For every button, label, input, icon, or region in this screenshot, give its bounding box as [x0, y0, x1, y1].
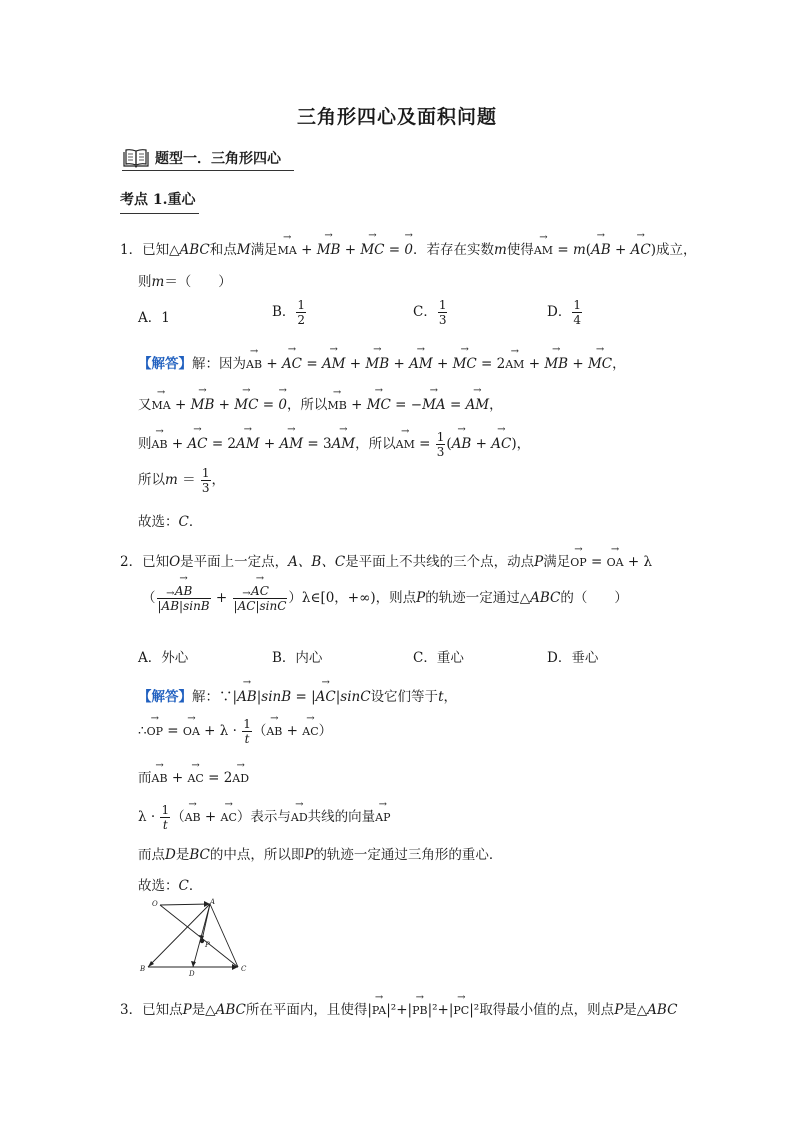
- q2-option-a: A．外心: [138, 650, 189, 666]
- q1-option-a: A．1: [138, 310, 170, 326]
- q2-stem: 2．已知O是平面上一定点，A、B、C是平面上不共线的三个点，动点P满足→ OP = → OA + λ: [120, 550, 652, 570]
- section-label: 题型一．三角形四心: [155, 151, 281, 167]
- subsection-heading: 考点 1.重心: [120, 189, 199, 214]
- page-title: 三角形四心及面积问题: [296, 106, 497, 128]
- arrow-icon: [191, 961, 196, 967]
- q1-stem: 1．已知△ABC和点M满足→ MA + → MB + → MC = → 0．若存在实数m使得→ AM = m(→ AB + → AC)成立，: [120, 238, 696, 258]
- q1-option-b: B． $\frac{1}{2}$: [272, 298, 306, 327]
- section-heading: [122, 146, 294, 171]
- q2-line2: （ → $\frac{AB}{|\to AB|\sin B}$ + → $\frac{AC}{|\to AC|\sin C}$ ）λ∈[0，+∞)，则点P的轨迹一定通过△ABC的（ ）: [142, 584, 628, 613]
- a2-line1: 【解答】解：∵|→ AB|sinB = |→ AC|sinC设它们等于t，: [138, 685, 457, 705]
- label-o: O: [152, 900, 158, 908]
- q3-stem: 3．已知点P是△ABC所在平面内，且使得|→ PA|²+|→ PB|²+|→ PC|²取得最小值的点，则点P是△ABC: [120, 998, 677, 1018]
- label-p: P: [205, 941, 210, 949]
- a1-line4: 所以m ＝ $\frac{1}{3}$ ，: [138, 466, 226, 495]
- q1-option-d: D． $\frac{1}{4}$: [547, 298, 581, 327]
- q1-option-c: C． $\frac{1}{3}$: [413, 298, 447, 327]
- a2-line4: λ · $\frac{1}{t}$ （→ AB + → AC）表示与→ AD共线的向量→ AP: [138, 803, 391, 832]
- a2-line2: ∴→ OP = → OA + λ · $\frac{1}{t}$ （→ AB + → AC）: [138, 717, 332, 746]
- label-b: B: [140, 965, 146, 973]
- q2-option-b: B．内心: [272, 650, 323, 666]
- q1-line2: 则m＝（ ）: [138, 274, 232, 290]
- a1-line1: 【解答】解：因为→ AB + → AC = → AM + → MB + → AM + → MC = 2→ AM + → MB + → MC，: [138, 352, 626, 372]
- label-c: C: [241, 965, 247, 973]
- a2-line5: 而点D是BC的中点，所以即P的轨迹一定通过三角形的重心．: [138, 847, 503, 863]
- label-a: A: [210, 898, 216, 906]
- geometry-figure: [138, 895, 253, 977]
- point-p: [200, 939, 204, 943]
- book-icon: [122, 148, 150, 168]
- q2-option-d: D．垂心: [547, 650, 599, 666]
- a1-line3: 则→ AB + → AC = 2→ AM + → AM = 3→ AM，所以→ AM = $\frac{1}{3}$ (→ AB + → AC)，: [138, 430, 530, 459]
- a1-line2: 又→ MA + → MB + → MC = → 0，所以→ MB + → MC = −→ MA = → AM，: [138, 393, 503, 413]
- a1-line5: 故选：C．: [138, 514, 203, 530]
- a2-line6: 故选：C．: [138, 878, 203, 894]
- q2-option-c: C．重心: [413, 650, 464, 666]
- a2-line3: 而→ AB + → AC = 2→ AD: [138, 766, 249, 786]
- label-d: D: [189, 970, 195, 977]
